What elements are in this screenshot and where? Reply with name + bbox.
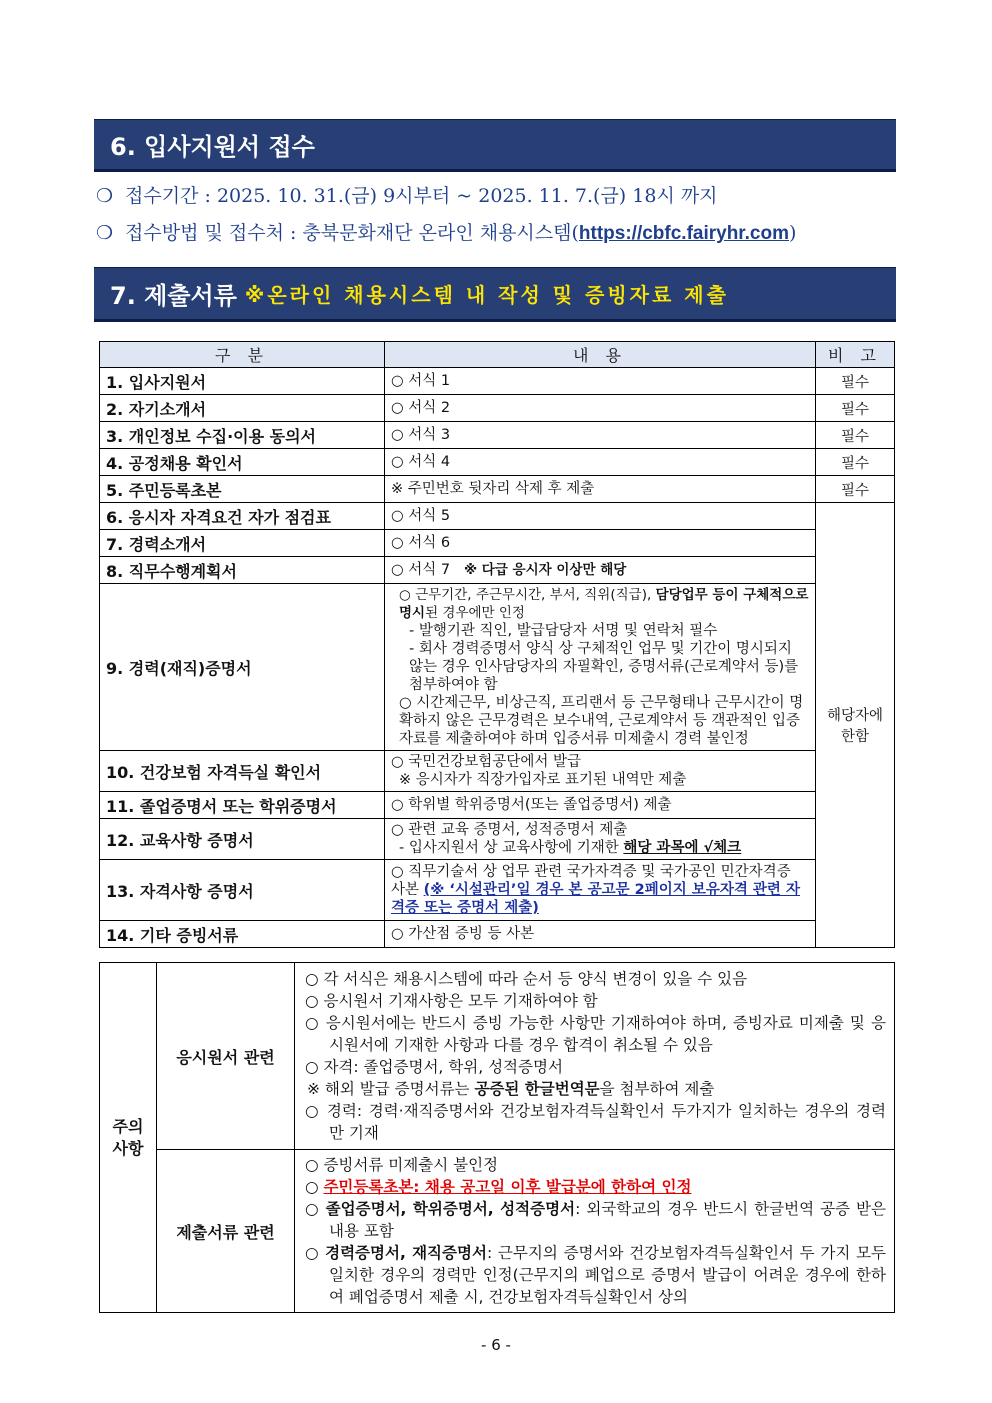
doc-name: 3. 개인정보 수집·이용 동의서 xyxy=(100,422,385,449)
doc-content xyxy=(385,860,816,921)
note-item: ○ 경력: 경력·재직증명서와 건강보험자격득실확인서 두가지가 일치하는 경우의 경력만 기재 xyxy=(305,1102,886,1142)
table-row xyxy=(100,860,895,921)
doc-content xyxy=(385,584,816,751)
notes-table xyxy=(99,962,895,1313)
notes-sub-label: 제출서류 관련 xyxy=(157,1150,295,1313)
doc-content: ○ 서식 5 xyxy=(385,503,816,530)
doc-name: 11. 졸업증명서 또는 학위증명서 xyxy=(100,792,385,819)
header-content: 내 용 xyxy=(385,342,816,368)
career-line1c: 된 경우에만 인정 xyxy=(425,605,525,621)
note-item: ○ 자격: 졸업증명서, 학위, 성적증명서 xyxy=(305,1058,563,1076)
table-header-row xyxy=(100,342,895,368)
remark-line-1: 해당자에 xyxy=(826,708,884,724)
edu-line2b: 해당 과목에 √체크 xyxy=(623,840,742,856)
doc-remark: 필수 xyxy=(816,476,895,503)
notes-row-application xyxy=(100,963,895,1150)
career-line3: - 회사 경력증명서 양식 상 구체적인 업무 및 기간이 명시되지 않는 경우 인사담당자의 자필확인, 증명서류(근로계약서 등)를 첨부하여야 함 xyxy=(409,641,799,693)
edu-line1: ○ 관련 교육 증명서, 성적증명서 제출 xyxy=(391,822,628,838)
doc-remark-merged xyxy=(816,503,895,948)
doc-content: ○ 가산점 증빙 등 사본 xyxy=(385,921,816,948)
header-remark: 비 고 xyxy=(816,342,895,368)
career-line2: - 발행기관 직인, 발급담당자 서명 및 연락처 필수 xyxy=(409,623,718,639)
table-row xyxy=(100,503,895,530)
recruit-site-link[interactable]: https://cbfc.fairyhr.com xyxy=(578,223,790,244)
doc-name: 2. 자기소개서 xyxy=(100,395,385,422)
table-row xyxy=(100,395,895,422)
doc-content: ○ 서식 1 xyxy=(385,368,816,395)
period-label: 접수기간 xyxy=(125,185,199,207)
doc-name: 7. 경력소개서 xyxy=(100,530,385,557)
edu-line2a: - 입사지원서 상 교육사항에 기재한 xyxy=(399,840,624,856)
method-label: 접수방법 및 접수처 xyxy=(125,222,284,244)
note-grad-rest: : 외국학교의 경우 반드시 한글번역 공증 받은 내용 포함 xyxy=(329,1200,886,1240)
doc-name: 14. 기타 증빙서류 xyxy=(100,921,385,948)
doc-name: 6. 응시자 자격요건 자가 점검표 xyxy=(100,503,385,530)
note-item: ○ 각 서식은 채용시스템에 따라 순서 등 양식 변경이 있을 수 있음 xyxy=(305,970,748,988)
notes-list xyxy=(295,963,895,1150)
notes-category xyxy=(100,963,157,1313)
documents-table xyxy=(99,341,895,948)
note-mark: ○ xyxy=(305,1178,324,1196)
table-row xyxy=(100,751,895,792)
section7-note: ※온라인 채용시스템 내 작성 및 증빙자료 제출 xyxy=(244,283,729,307)
career-line4: ○ 시간제근무, 비상근직, 프리랜서 등 근무형태나 근무시간이 명확하지 않은 근무경력은 보수내역, 근로계약서 등 객관적인 입증자료를 제출하여야 하며 입증서류 미제출시 경력 불인정 xyxy=(399,695,804,747)
note-item: ○ 응시원서 기재사항은 모두 기재하여야 함 xyxy=(305,992,598,1010)
note-foreign-b: 공증된 한글번역문 xyxy=(474,1080,600,1098)
note-grad-bold: 졸업증명서, 학위증명서, 성적증명서 xyxy=(325,1200,576,1218)
doc-content: ○ 서식 2 xyxy=(385,395,816,422)
section7-title-band xyxy=(94,267,896,322)
note-career-bold: 경력증명서, 재직증명서 xyxy=(325,1244,487,1262)
doc-name: 8. 직무수행계획서 xyxy=(100,557,385,584)
health-line1: ○ 국민건강보험공단에서 발급 xyxy=(391,754,581,770)
doc-name: 9. 경력(재직)증명서 xyxy=(100,584,385,751)
doc-content-text: ○ 서식 7 xyxy=(391,562,451,578)
reception-period: ❍ 접수기간 : 2025. 10. 31.(금) 9시부터 ~ 2025. 11. 7.(금) 18시 까지 xyxy=(96,185,718,207)
section6-title-band xyxy=(94,119,896,172)
period-value: 2025. 10. 31.(금) 9시부터 ~ 2025. 11. 7.(금) 18시 까지 xyxy=(216,185,718,207)
doc-name: 1. 입사지원서 xyxy=(100,368,385,395)
reception-method: ❍ 접수방법 및 접수처 : 충북문화재단 온라인 채용시스템(https://cbfc.fairyhr.com) xyxy=(96,222,797,244)
health-line2: ※ 응시자가 직장가입자로 표기된 내역만 제출 xyxy=(399,772,687,788)
doc-remark: 필수 xyxy=(816,395,895,422)
doc-content: ※ 주민번호 뒷자리 삭제 후 제출 xyxy=(385,476,816,503)
note-item: ○ 증빙서류 미제출시 불인정 xyxy=(305,1156,499,1174)
doc-content: ○ 서식 4 xyxy=(385,449,816,476)
section6-title: 6. 입사지원서 접수 xyxy=(110,133,315,161)
notes-sub-label: 응시원서 관련 xyxy=(157,963,295,1150)
doc-name: 12. 교육사항 증명서 xyxy=(100,819,385,860)
doc-remark: 필수 xyxy=(816,449,895,476)
circle-bullet-icon: ❍ xyxy=(96,222,114,244)
table-row xyxy=(100,368,895,395)
section7-title: 7. 제출서류 xyxy=(110,282,237,310)
note-foreign-c: 을 첨부하여 제출 xyxy=(599,1080,715,1098)
method-value: 충북문화재단 온라인 채용시스템( xyxy=(302,222,579,244)
cert-line1: ○ 직무기술서 상 업무 관련 국가자격증 및 국가공인 민간자격증 사본 xyxy=(391,864,791,898)
career-line1b: 담당업무 등이 구체적으로 명시 xyxy=(399,587,809,621)
doc-name: 10. 건강보험 자격득실 확인서 xyxy=(100,751,385,792)
table-row xyxy=(100,476,895,503)
note-item: ○ 응시원서에는 반드시 증빙 가능한 사항만 기재하여야 하며, 증빙자료 미제출 및 응시원서에 기재한 사항과 다를 경우 합격이 취소될 수 있음 xyxy=(305,1014,886,1054)
page-number: - 6 - xyxy=(481,1336,511,1354)
cert-line1-blue: (※ ‘시설관리’일 경우 본 공고문 2페이지 보유자격 관련 자격증 또는 증명서 제출) xyxy=(391,882,800,916)
doc-remark: 필수 xyxy=(816,422,895,449)
notes-row-documents xyxy=(100,1150,895,1313)
doc-name: 5. 주민등록초본 xyxy=(100,476,385,503)
doc-content: ○ 학위별 학위증명서(또는 졸업증명서) 제출 xyxy=(385,792,816,819)
table-row xyxy=(100,819,895,860)
note-mark: ○ xyxy=(305,1200,326,1218)
doc-content: ○ 서식 3 xyxy=(385,422,816,449)
doc-content: ○ 서식 6 xyxy=(385,530,816,557)
note-foreign-a: ※ 해외 발급 증명서류는 xyxy=(307,1080,475,1098)
doc-content xyxy=(385,557,816,584)
doc-content xyxy=(385,751,816,792)
career-line1a: ○ 근무기간, 주근무시간, 부서, 직위(직급), xyxy=(399,587,656,603)
note-career-rest: : 근무지의 증명서와 건강보험자격득실확인서 두 가지 모두 일치한 경우의 경력만 인정(근무지의 폐업으로 증명서 발급이 어려운 경우에 한하여 폐업증명서 제출 시, 건강보험자격득실확인서 상의 xyxy=(329,1244,887,1306)
table-row xyxy=(100,530,895,557)
doc-name: 13. 자격사항 증명서 xyxy=(100,860,385,921)
doc-name: 4. 공정채용 확인서 xyxy=(100,449,385,476)
notes-list xyxy=(295,1150,895,1313)
doc-content xyxy=(385,819,816,860)
circle-bullet-icon: ❍ xyxy=(96,185,114,207)
note-resident-copy: 주민등록초본: 채용 공고일 이후 발급분에 한하여 인정 xyxy=(323,1178,692,1196)
table-row xyxy=(100,584,895,751)
table-row xyxy=(100,422,895,449)
table-row xyxy=(100,792,895,819)
method-close: ) xyxy=(789,222,797,244)
table-row xyxy=(100,921,895,948)
note-mark: ○ xyxy=(305,1244,326,1262)
remark-line-2: 한함 xyxy=(840,729,869,745)
notes-category-line1: 주의 xyxy=(112,1116,144,1136)
doc-content-note: ※ 다급 응시자 이상만 해당 xyxy=(463,562,627,578)
doc-remark: 필수 xyxy=(816,368,895,395)
table-row xyxy=(100,449,895,476)
table-row xyxy=(100,557,895,584)
notes-category-line2: 사항 xyxy=(112,1138,144,1158)
header-category: 구 분 xyxy=(100,342,385,368)
